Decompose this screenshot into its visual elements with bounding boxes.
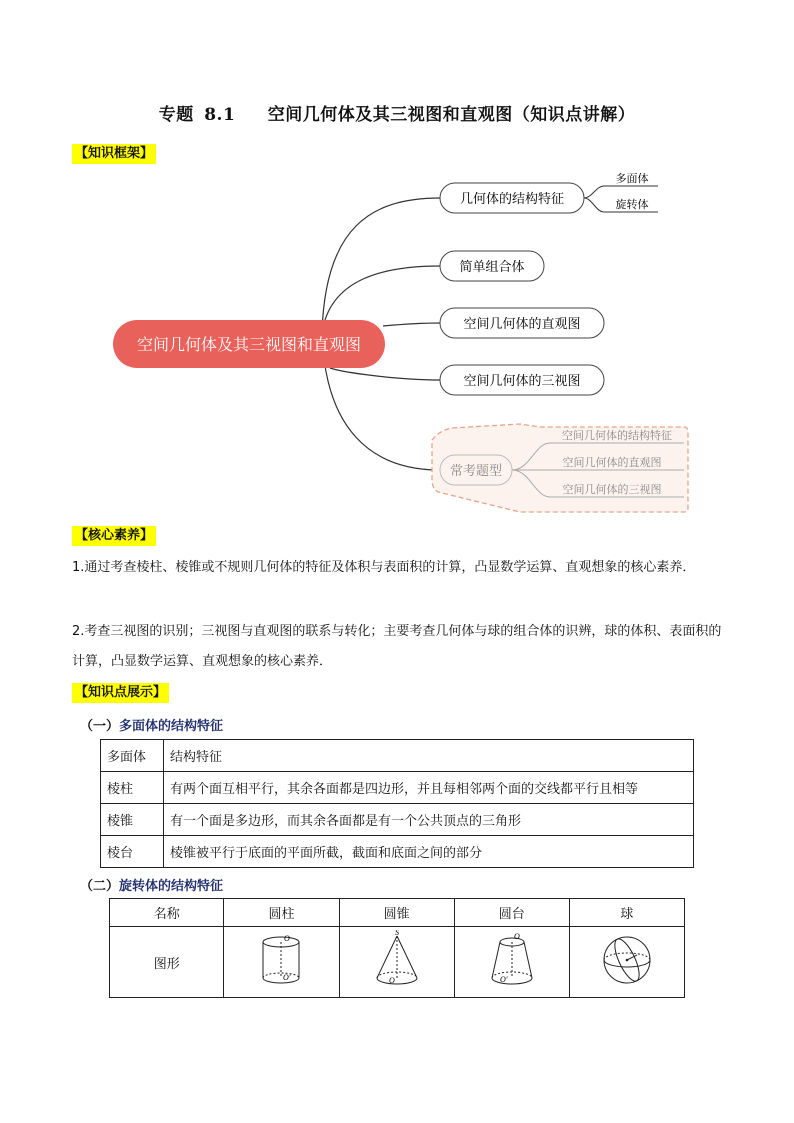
page-title (0, 100, 794, 125)
edge-polyhedron (584, 186, 658, 198)
leaf-polyhedron: 多面体 (615, 172, 649, 185)
edge-structure (322, 198, 440, 333)
table-header-cell: 圆锥 (339, 899, 454, 927)
node-combo-label: 简单组合体 (459, 260, 525, 275)
cone-figure-cell (339, 927, 454, 998)
section1-title: 多面体的结构特征 (119, 719, 224, 734)
core-paragraph-2: 2.考查三视图的识别；三视图与直观图的联系与转化；主要考查几何体与球的组合体的识辨，球的体积、表面积的计算，凸显数学运算、直观想象的核心素养． (72, 624, 722, 669)
frustum-figure (482, 930, 542, 990)
frustum-figure-cell (454, 927, 569, 998)
edge-intuitive (383, 323, 440, 326)
node-intuitive-label: 空间几何体的直观图 (463, 317, 581, 332)
tag-framework: 【知识框架】 (72, 144, 156, 164)
leaf-exam-3: 空间几何体的三视图 (562, 483, 662, 496)
sphere-figure (597, 930, 657, 990)
leaf-rotation: 旋转体 (615, 198, 649, 211)
table-cell: 图形 (110, 927, 224, 998)
table-row (101, 804, 694, 836)
section1-heading (80, 715, 223, 734)
table-row (101, 772, 694, 804)
label-o-prime: O' (283, 973, 291, 982)
table-cell: 多面体 (101, 740, 164, 772)
label-o-frustum: O (513, 932, 520, 941)
table-cell: 有一个面是多边形，而其余各面都是有一个公共顶点的三角形 (164, 804, 694, 836)
center-node-label: 空间几何体及其三视图和直观图 (136, 335, 362, 354)
cylinder-figure-cell (224, 927, 339, 998)
table-cell: 有两个面互相平行，其余各面都是四边形，并且每相邻两个面的交线都平行且相等 (164, 772, 694, 804)
edge-threeview (330, 368, 440, 380)
node-structure-label: 几何体的结构特征 (459, 192, 565, 207)
table-header-cell: 圆柱 (224, 899, 339, 927)
table-row (101, 740, 694, 772)
tag-points: 【知识点展示】 (72, 683, 169, 703)
rotation-body-table (109, 898, 685, 998)
table-cell: 棱台 (101, 836, 164, 868)
section2-prefix: （二） (80, 879, 120, 894)
cone-figure (367, 930, 427, 990)
table-row (110, 927, 685, 998)
polyhedron-table (100, 739, 694, 868)
table-header-cell: 名称 (110, 899, 224, 927)
table-cell: 结构特征 (164, 740, 694, 772)
label-o: O (284, 934, 291, 943)
section2-heading (80, 875, 223, 894)
table-header-cell: 球 (569, 899, 684, 927)
section2-title: 旋转体的结构特征 (119, 879, 224, 894)
core-paragraph-1: 1.通过考查棱柱、棱锥或不规则几何体的特征及体积与表面积的计算，凸显数学运算、直观想象的核心素养． (72, 560, 696, 575)
table-cell: 棱锥 (101, 804, 164, 836)
sphere-center-dot (626, 959, 629, 962)
tag-core: 【核心素养】 (72, 526, 156, 546)
table-header-row (110, 899, 685, 927)
cylinder-figure (251, 930, 311, 990)
sphere-figure-cell (569, 927, 684, 998)
label-o-cone: O (388, 976, 395, 985)
leaf-exam-2: 空间几何体的直观图 (562, 456, 662, 469)
label-o-prime-frustum: O' (499, 975, 508, 984)
label-s: S (394, 930, 399, 937)
title-prefix: 专题 (158, 105, 194, 125)
leaf-exam-1: 空间几何体的结构特征 (562, 429, 672, 442)
node-threeview-label: 空间几何体的三视图 (463, 374, 581, 389)
title-number: 8.1 (204, 105, 236, 125)
table-cell: 棱锥被平行于底面的平面所截，截面和底面之间的部分 (164, 836, 694, 868)
title-text: 空间几何体及其三视图和直观图（知识点讲解） (267, 105, 636, 125)
node-exam-label: 常考题型 (449, 464, 503, 479)
table-header-cell: 圆台 (454, 899, 569, 927)
mind-map (0, 168, 794, 518)
table-cell: 棱柱 (101, 772, 164, 804)
section1-prefix: （一） (80, 719, 120, 734)
table-row (101, 836, 694, 868)
